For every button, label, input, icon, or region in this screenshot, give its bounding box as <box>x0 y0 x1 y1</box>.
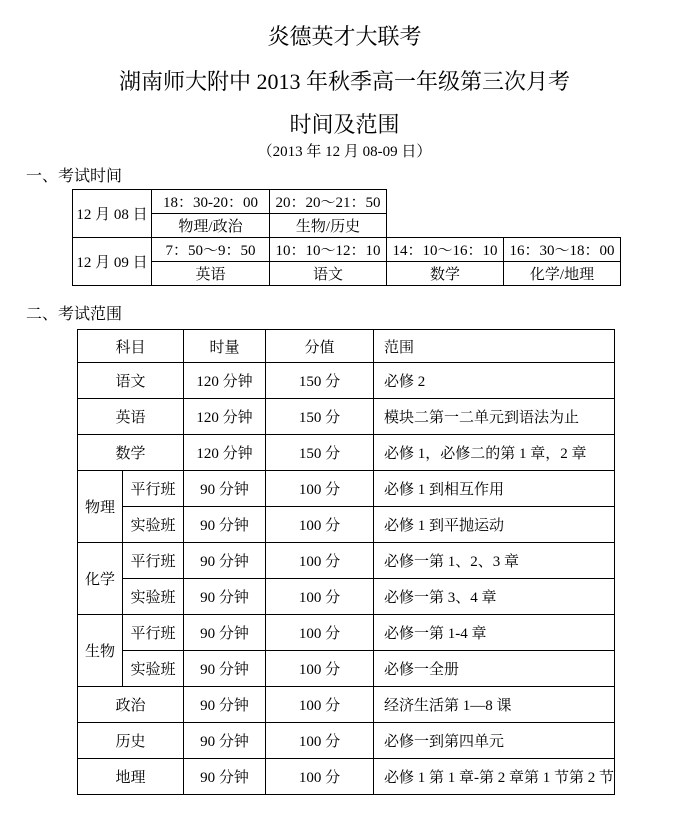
subject-cell: 生物 <box>78 615 123 687</box>
time-cell: 14：10～16：10 <box>387 238 504 262</box>
header-cell-subject: 科目 <box>78 330 184 363</box>
scope-cell: 必修 2 <box>374 363 615 399</box>
subject-cell: 历史 <box>78 723 184 759</box>
class-type-cell: 平行班 <box>123 471 184 507</box>
duration-cell: 90 分钟 <box>184 651 266 687</box>
subject-cell: 化学 <box>78 543 123 615</box>
table-row <box>78 507 615 543</box>
subjects-cell: 化学/地理 <box>504 262 621 286</box>
score-cell: 100 分 <box>266 723 374 759</box>
table-row <box>73 238 621 262</box>
scope-cell: 必修 1 第 1 章-第 2 章第 1 节第 2 节 <box>374 759 615 795</box>
score-cell: 100 分 <box>266 651 374 687</box>
table-row <box>78 399 615 435</box>
page-subtitle-2: 时间及范围 <box>289 112 400 137</box>
subjects-cell: 数学 <box>387 262 504 286</box>
time-cell: 18：30-20：00 <box>152 190 270 214</box>
scope-cell: 必修一第 1、2、3 章 <box>374 543 615 579</box>
scope-cell: 必修一第 3、4 章 <box>374 579 615 615</box>
section-heading-exam-scope: 二、考试范围 <box>26 306 123 323</box>
class-type-cell: 平行班 <box>123 615 184 651</box>
section-heading-exam-time: 一、考试时间 <box>26 168 123 185</box>
header-cell-score: 分值 <box>266 330 374 363</box>
score-cell: 100 分 <box>266 471 374 507</box>
subjects-cell: 生物/历史 <box>270 214 387 238</box>
subject-cell: 语文 <box>78 363 184 399</box>
scope-cell: 必修一到第四单元 <box>374 723 615 759</box>
table-row <box>78 651 615 687</box>
subjects-cell: 物理/政治 <box>152 214 270 238</box>
scope-cell: 必修 1，必修二的第 1 章，2 章 <box>374 435 615 471</box>
subjects-cell: 英语 <box>152 262 270 286</box>
duration-cell: 90 分钟 <box>184 579 266 615</box>
time-cell: 20：20～21：50 <box>270 190 387 214</box>
table-row <box>78 759 615 795</box>
table-row <box>73 262 621 286</box>
subject-cell: 地理 <box>78 759 184 795</box>
class-type-cell: 平行班 <box>123 543 184 579</box>
class-type-cell: 实验班 <box>123 651 184 687</box>
duration-cell: 90 分钟 <box>184 507 266 543</box>
time-cell: 16：30～18：00 <box>504 238 621 262</box>
page-title: 炎德英才大联考 <box>267 24 422 49</box>
score-cell: 100 分 <box>266 579 374 615</box>
duration-cell: 90 分钟 <box>184 543 266 579</box>
class-type-cell: 实验班 <box>123 507 184 543</box>
scope-cell: 经济生活第 1—8 课 <box>374 687 615 723</box>
scope-cell: 必修 1 到平抛运动 <box>374 507 615 543</box>
table-header-row <box>78 330 615 363</box>
duration-cell: 120 分钟 <box>184 399 266 435</box>
table-row <box>78 723 615 759</box>
table-row <box>78 363 615 399</box>
subject-cell: 物理 <box>78 471 123 543</box>
header-cell-scope: 范围 <box>374 330 615 363</box>
time-cell: 10：10～12：10 <box>270 238 387 262</box>
subjects-cell: 语文 <box>270 262 387 286</box>
score-cell: 100 分 <box>266 507 374 543</box>
table-row <box>78 471 615 507</box>
header-cell-duration: 时量 <box>184 330 266 363</box>
duration-cell: 120 分钟 <box>184 435 266 471</box>
score-cell: 100 分 <box>266 615 374 651</box>
duration-cell: 90 分钟 <box>184 723 266 759</box>
scope-cell: 模块二第一二单元到语法为止 <box>374 399 615 435</box>
subject-cell: 英语 <box>78 399 184 435</box>
scope-cell: 必修一第 1-4 章 <box>374 615 615 651</box>
duration-cell: 90 分钟 <box>184 759 266 795</box>
empty-region <box>387 190 621 238</box>
duration-cell: 90 分钟 <box>184 615 266 651</box>
duration-cell: 120 分钟 <box>184 363 266 399</box>
table-row <box>78 579 615 615</box>
page-subtitle: 湖南师大附中 2013 年秋季高一年级第三次月考 <box>118 69 570 94</box>
table-row <box>78 435 615 471</box>
date-cell: 12 月 08 日 <box>73 190 152 238</box>
duration-cell: 90 分钟 <box>184 687 266 723</box>
table-row <box>78 615 615 651</box>
time-cell: 7：50～9：50 <box>152 238 270 262</box>
table-row <box>78 687 615 723</box>
score-cell: 150 分 <box>266 435 374 471</box>
score-cell: 150 分 <box>266 399 374 435</box>
exam-time-table <box>72 189 621 286</box>
subject-cell: 政治 <box>78 687 184 723</box>
score-cell: 150 分 <box>266 363 374 399</box>
scope-cell: 必修 1 到相互作用 <box>374 471 615 507</box>
exam-scope-table <box>77 329 615 795</box>
date-cell: 12 月 09 日 <box>73 238 152 286</box>
subject-cell: 数学 <box>78 435 184 471</box>
score-cell: 100 分 <box>266 687 374 723</box>
scope-cell: 必修一全册 <box>374 651 615 687</box>
duration-cell: 90 分钟 <box>184 471 266 507</box>
class-type-cell: 实验班 <box>123 579 184 615</box>
table-row <box>78 543 615 579</box>
date-note: （2013 年 12 月 08-09 日） <box>257 144 432 160</box>
score-cell: 100 分 <box>266 759 374 795</box>
score-cell: 100 分 <box>266 543 374 579</box>
table-row <box>73 190 621 214</box>
